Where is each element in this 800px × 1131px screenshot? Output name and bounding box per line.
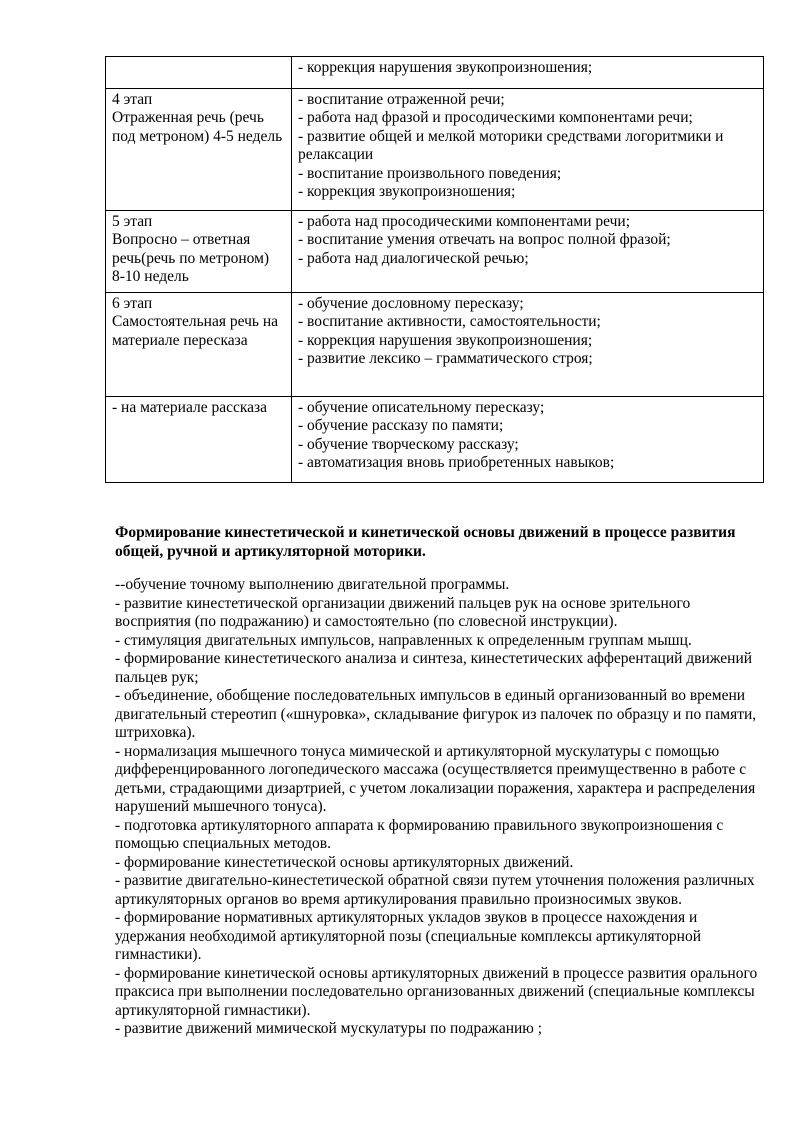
stage-cell [106,57,292,89]
list-item: - объединение, обобщение последовательных импульсов в единый организованный во времени двигательный стереотип («шнуровка», складывание фигурок из палочек по образцу и по памяти, штриховка). [115,687,757,741]
table-row [106,293,764,397]
section-heading: Формирование кинестетической и кинетической основы движений в процессе развития общей, ручной и артикуляторной моторики. [115,524,736,560]
list-item: - формирование нормативных артикуляторных укладов звуков в процессе нахождения и удержания необходимой артикуляторной позы (специальные комплексы артикуляторной гимнастики). [115,909,702,963]
list-item: - стимуляция двигательных импульсов, направленных к определенным группам мышц. [115,631,692,649]
tasks-cell: - воспитание отраженной речи; - работа над фразой и просодическими компонентами речи; - развитие общей и мелкой моторики средствами логоритмики и релаксации - воспитание произвольного поведения; - коррекция звукопроизношения; [292,89,764,211]
stage-cell: 5 этап Вопросно – ответная речь(речь по метроном) 8-10 недель [106,211,292,293]
list-item: --обучение точному выполнению двигательной программы. [115,576,510,593]
stages-table [105,56,764,483]
list-item: - формирование кинестетической основы артикуляторных движений. [115,853,574,871]
list-item: - подготовка артикуляторного аппарата к формированию правильного звукопроизношения с помощью специальных методов. [115,816,724,852]
stage-cell: 6 этап Самостоятельная речь на материале пересказа [106,293,292,397]
list-item: - нормализация мышечного тонуса мимической и артикуляторной мускулатуры с помощью дифференцированного логопедического массажа (осуществляется преимущественно в работе с детьми, страдающими дизартрией, с учетом локализации поражения, характера и распределения нарушений мышечного тонуса). [115,742,756,815]
list-item: - формирование кинестетического анализа и синтеза, кинестетических афферентаций движений пальцев рук; [115,650,753,686]
list-item: - развитие двигательно-кинестетической обратной связи путем уточнения положения различных артикуляторных органов во время артикулирования правильно произносимых звуков. [115,872,755,908]
table-row [106,211,764,293]
list-item: - формирование кинетической основы артикуляторных движений в процессе развития орального праксиса при выполнении последовательно организованных движений (специальные комплексы артикуляторной гимнастики). [115,964,758,1019]
list-item: - развитие движений мимической мускулатуры по подражанию ; [115,1020,543,1037]
table-row [106,89,764,211]
table-row [106,57,764,89]
tasks-cell: - работа над просодическими компонентами речи; - воспитание умения отвечать на вопрос полной фразой; - работа над диалогической речью; [292,211,764,293]
tasks-cell: - коррекция нарушения звукопроизношения; [292,57,764,89]
stage-cell: 4 этап Отраженная речь (речь под метроном) 4-5 недель [106,89,292,211]
tasks-cell: - обучение описательному пересказу; - обучение рассказу по памяти; - обучение творческому рассказу; - автоматизация вновь приобретенных навыков; [292,397,764,483]
table-row [106,397,764,483]
stage-cell: - на материале рассказа [106,397,292,483]
tasks-cell: - обучение дословному пересказу; - воспитание активности, самостоятельности; - коррекция нарушения звукопроизношения; - развитие лексико – грамматического строя; [292,293,764,397]
list-item: - развитие кинестетической организации движений пальцев рук на основе зрительного восприятия (по подражанию) и самостоятельно (по словесной инструкции). [115,594,691,630]
section-body [115,576,765,1039]
